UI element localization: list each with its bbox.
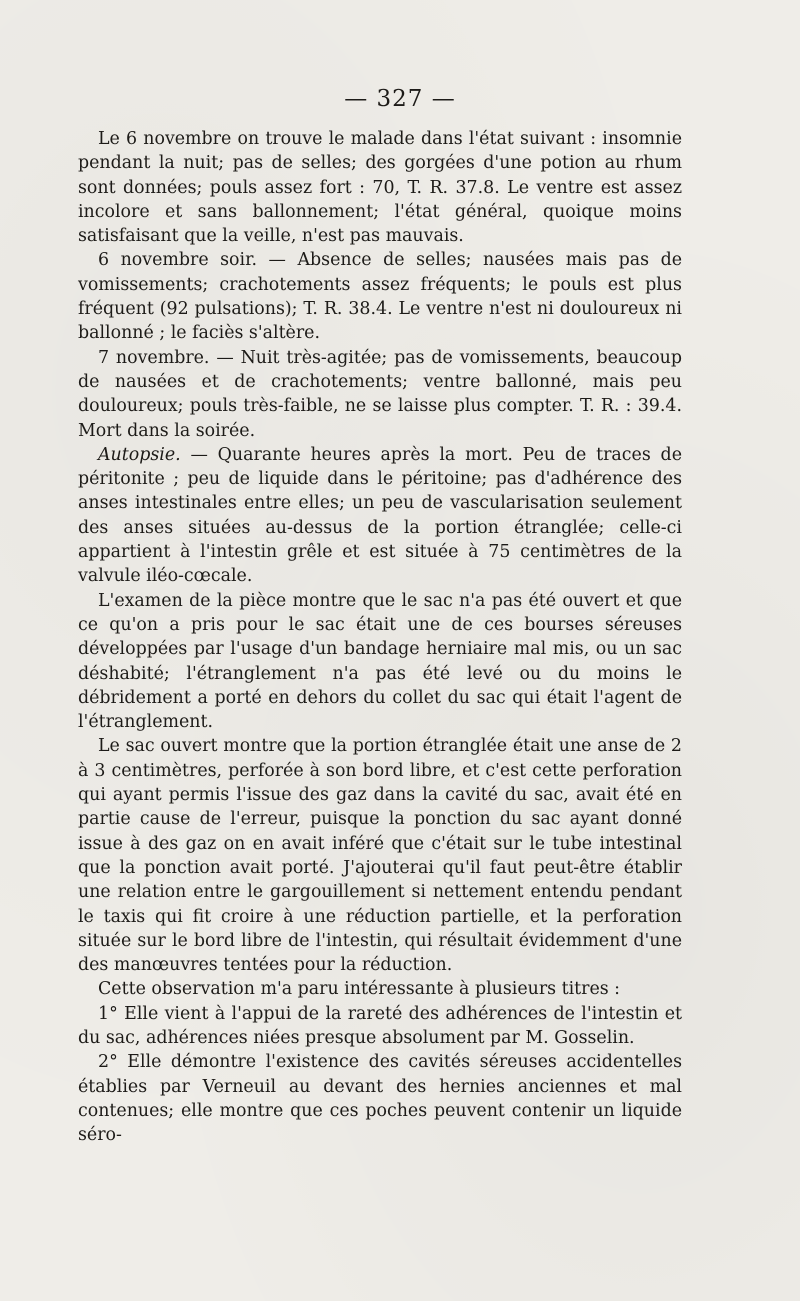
autopsy-label: Autopsie. [98,444,181,465]
body-text [78,127,682,1147]
autopsy-text: — Quarante heures après la mort. Peu de traces de péritonite ; peu de liquide dans le péritoine; pas d'adhérence des anses intestinales entre elles; un peu de vascularisation seulement des anses situées au-dessus de la portion étranglée; celle-ci appartient à l'intestin grêle et est située à 75 centimètres de la valvule iléo-cœcale. [78,444,682,587]
paragraph-point-2: 2° Elle démontre l'existence des cavités séreuses accidentelles établies par Verneuil au devant des hernies anciennes et mal contenues; elle montre que ces poches peuvent contenir un liquide séro- [78,1052,682,1146]
page-number: — 327 — [344,86,456,112]
paragraph-nov6-morning: Le 6 novembre on trouve le malade dans l'état suivant : insomnie pendant la nuit; pas de selles; des gorgées d'une potion au rhum sont données; pouls assez fort : 70, T. R. 37.8. Le ventre est assez incolore et sans ballonnement; l'état général, quoique moins satisfaisant que la veille, n'est pas mauvais. [78,129,682,247]
paragraph-nov7: 7 novembre. — Nuit très-agitée; pas de vomissements, beaucoup de nausées et de crachotements; ventre ballonné, mais peu douloureux; pouls très-faible, ne se laisse plus compter. T. R. : 39.4. Mort dans la soirée. [78,347,682,441]
paragraph-examination: L'examen de la pièce montre que le sac n'a pas été ouvert et que ce qu'on a pris pour le sac était une de ces bourses séreuses développées par l'usage d'un bandage herniaire mal mis, ou un sac déshabité; l'étranglement n'a pas été levé ou du moins le débridement a porté en dehors du collet du sac qui était l'agent de l'étranglement. [78,590,682,733]
paragraph-autopsy [78,443,682,589]
paragraph-observation-interest: Cette observation m'a paru intéressante à plusieurs titres : [98,979,621,1000]
paragraph-point-1: 1° Elle vient à l'appui de la rareté des adhérences de l'intestin et du sac, adhérences niées presque absolument par M. Gosselin. [78,1003,682,1048]
paragraph-opened-sac: Le sac ouvert montre que la portion étranglée était une anse de 2 à 3 centimètres, perforée à son bord libre, et c'est cette perforation qui ayant permis l'issue des gaz dans la cavité du sac, avait été en partie cause de l'erreur, puisque la ponction du sac ayant donné issue à des gaz on en avait inféré que c'était sur le tube intestinal que la ponction avait porté. J'ajouterai qu'il faut peut-être établir une relation entre le gargouillement si nettement entendu pendant le taxis qui fit croire à une réduction partielle, et la perforation située sur le bord libre de l'intestin, qui résultait évidemment d'une des manœuvres tentées pour la réduction. [78,736,682,976]
paragraph-nov6-evening: 6 novembre soir. — Absence de selles; nausées mais pas de vomissements; crachotements assez fréquents; le pouls est plus fréquent (92 pulsations); T. R. 38.4. Le ventre n'est ni douloureux ni ballonné ; le faciès s'altère. [78,250,682,344]
